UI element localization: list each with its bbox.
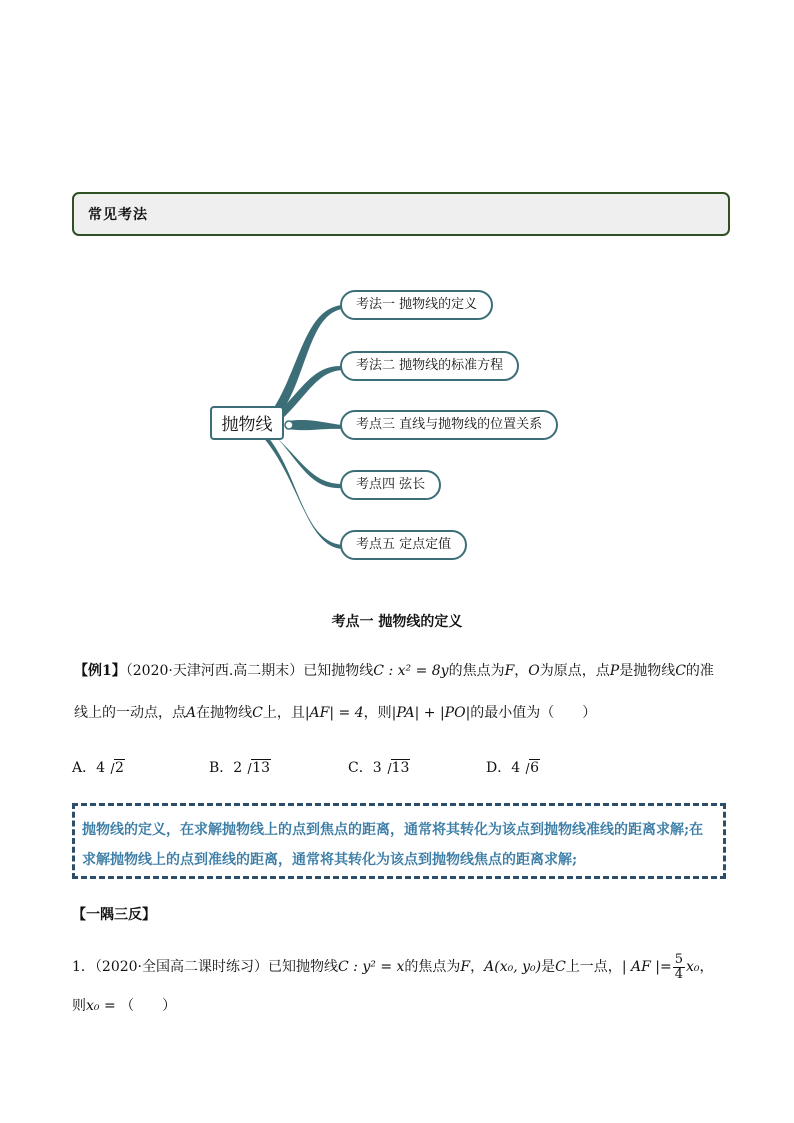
text: 线上的一动点，点 bbox=[74, 705, 186, 721]
equation: A(x₀, y₀) bbox=[484, 959, 542, 975]
example1-line1 bbox=[74, 660, 714, 682]
text: 已知抛物线 bbox=[268, 959, 339, 975]
question-source: （2020·全国高二课时练习） bbox=[94, 959, 269, 975]
math-symbol: F bbox=[504, 663, 515, 679]
practice-heading: 【一隅三反】 bbox=[72, 907, 156, 923]
fraction bbox=[673, 953, 685, 982]
option-label: B． bbox=[209, 760, 234, 776]
text: 是 bbox=[541, 959, 556, 975]
denominator: 4 bbox=[674, 966, 683, 982]
radicand: 13 bbox=[391, 760, 410, 776]
equation: |PA| + |PO| bbox=[391, 705, 471, 721]
example-label: 【例1】 bbox=[74, 663, 126, 679]
section-header bbox=[72, 192, 730, 236]
sqrt bbox=[520, 757, 540, 779]
tip-line-1: 抛物线的定义，在求解抛物线上的点到焦点的距离，通常将其转化为该点到抛物线准线的距离求解;在 bbox=[82, 822, 704, 838]
radicand: 13 bbox=[252, 760, 271, 776]
example-source: （2020·天津河西.高二期末） bbox=[125, 663, 304, 679]
mindmap-branch-4: 考点四 弦长 bbox=[340, 470, 441, 500]
option-coef: 2 bbox=[233, 760, 243, 776]
text: = （ ） bbox=[99, 998, 177, 1014]
text: 已知抛物线 bbox=[303, 663, 374, 679]
equation: |AF| = 4 bbox=[304, 705, 364, 721]
text: 上，且 bbox=[262, 705, 305, 721]
numerator: 5 bbox=[674, 951, 683, 967]
option-coef: 3 bbox=[372, 760, 382, 776]
text: 的焦点为 bbox=[448, 663, 505, 679]
mindmap-branch-2: 考法二 抛物线的标准方程 bbox=[340, 351, 519, 381]
option-d[interactable] bbox=[486, 757, 540, 779]
math-symbol: P bbox=[609, 663, 620, 679]
equation: | AF |= bbox=[621, 959, 672, 975]
practice-q1-line2 bbox=[72, 995, 176, 1017]
equation: C : y² = x bbox=[338, 959, 405, 975]
option-coef: 4 bbox=[511, 760, 521, 776]
math-symbol: F bbox=[460, 959, 471, 975]
text: 在抛物线 bbox=[196, 705, 253, 721]
sqrt bbox=[105, 757, 125, 779]
text: 的焦点为 bbox=[404, 959, 461, 975]
math-symbol: C bbox=[555, 959, 566, 975]
text: 的最小值为（ ） bbox=[470, 705, 597, 721]
option-label: D． bbox=[486, 760, 512, 776]
option-label: A． bbox=[72, 760, 97, 776]
text: 为原点，点 bbox=[539, 663, 610, 679]
math-symbol: C bbox=[252, 705, 263, 721]
math-symbol: O bbox=[528, 663, 540, 679]
math-symbol: x₀ bbox=[86, 998, 100, 1014]
text: 则 bbox=[72, 998, 86, 1014]
option-label: C． bbox=[348, 760, 373, 776]
text: 的准 bbox=[685, 663, 714, 679]
example1-line2 bbox=[74, 702, 596, 724]
radicand: 6 bbox=[530, 760, 540, 776]
tip-line-2: 求解抛物线上的点到准线的距离，通常将其转化为该点到抛物线焦点的距离求解; bbox=[82, 852, 578, 868]
mindmap-branch-5: 考点五 定点定值 bbox=[340, 530, 467, 560]
section-title: 考点一 抛物线的定义 bbox=[331, 614, 463, 630]
text: ，则 bbox=[363, 705, 392, 721]
option-b[interactable] bbox=[209, 757, 271, 779]
option-a[interactable] bbox=[72, 757, 125, 779]
math-symbol: A bbox=[186, 705, 197, 721]
practice-q1-line1 bbox=[72, 952, 714, 982]
text: ， bbox=[699, 959, 714, 975]
math-symbol: x₀ bbox=[685, 959, 700, 975]
question-number: 1． bbox=[72, 959, 95, 975]
text: 上一点， bbox=[565, 959, 622, 975]
section-header-title: 常见考法 bbox=[88, 207, 148, 223]
math-symbol: C bbox=[675, 663, 686, 679]
radicand: 2 bbox=[115, 760, 124, 776]
sqrt bbox=[242, 757, 271, 779]
mindmap-branch-3: 考点三 直线与抛物线的位置关系 bbox=[340, 410, 558, 440]
text: ， bbox=[470, 959, 485, 975]
mindmap-root: 抛物线 bbox=[210, 406, 284, 440]
mindmap-branch-1: 考法一 抛物线的定义 bbox=[340, 290, 493, 320]
sqrt bbox=[382, 757, 411, 779]
equation: C : x² = 8y bbox=[373, 663, 449, 679]
text: 是抛物线 bbox=[619, 663, 676, 679]
text: ， bbox=[514, 663, 529, 679]
option-coef: 4 bbox=[96, 760, 106, 776]
option-c[interactable] bbox=[348, 757, 410, 779]
